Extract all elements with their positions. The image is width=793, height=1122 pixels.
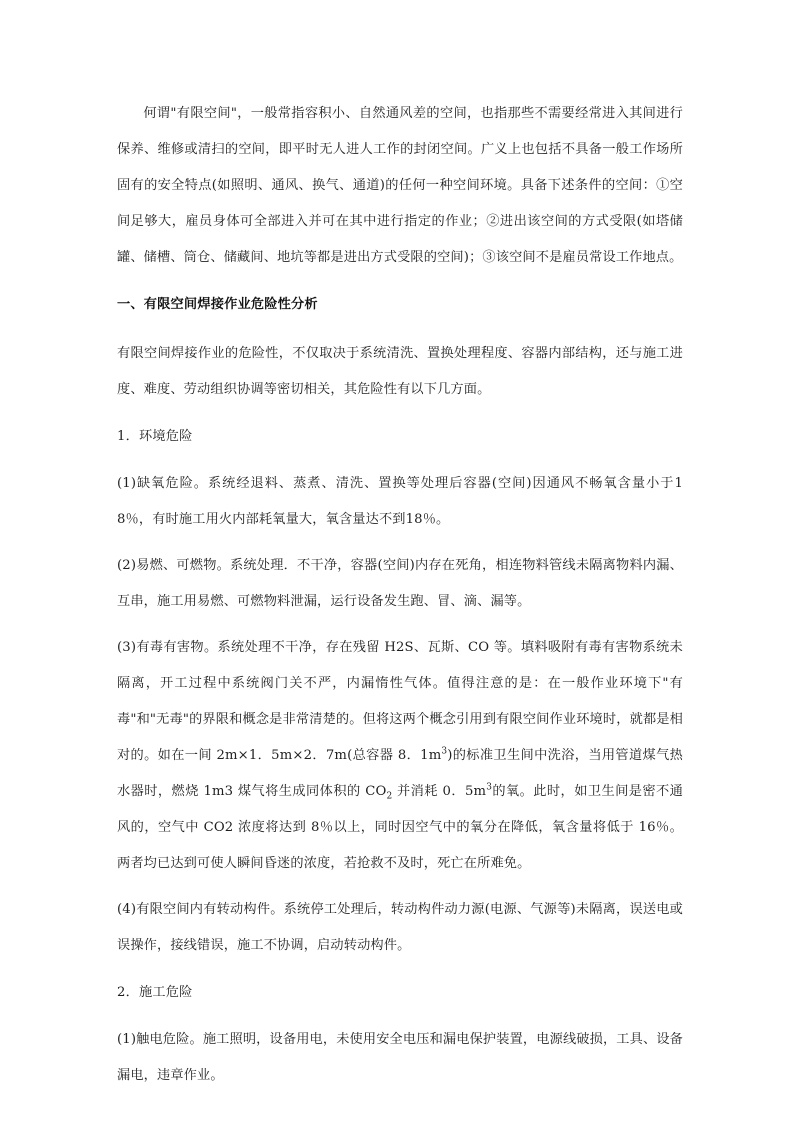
item-1-4-paragraph: (4)有限空间内有转动构件。系统停工处理后，转动构件动力源(电源、气源等)未隔离，误送电或误操作，接线错误，施工不协调，启动转动构件。 [117, 902, 683, 953]
item-2-1-paragraph: (1)触电危险。施工照明，设备用电，未使用安全电压和漏电保护装置，电源线破损，工具、设备漏电，违章作业。 [117, 1032, 683, 1083]
item-1-3-text-b: )的标准卫生间中洗浴，当用管道煤气热水器时，燃烧 1m3 煤气将生成同体积的 CO [117, 748, 683, 799]
intro-paragraph: 何谓"有限空间"，一般常指容积小、自然通风差的空间，也指那些不需要经常进入其间进行保养、维修或清扫的空间，即平时无人进人工作的封闭空间。广义上也包括不具备一般工作场所固有的安全特点(如照明、通风、换气、通道)的任何一种空间环境。具备下述条件的空间：①空间足够大，雇员身体可全部进入并可在其中进行指定的作业；②进出该空间的方式受限(如塔储罐、储槽、筒仓、储藏间、地坑等都是进出方式受限的空间)；③该空间不是雇员常设工作地点。 [117, 106, 683, 265]
co2-subscript: 2 [386, 791, 393, 802]
cubic-meter-superscript-2: 3 [486, 782, 493, 793]
section-intro-paragraph: 有限空间焊接作业的危险性，不仅取决于系统清洗、置换处理程度、容器内部结构，还与施工进度、难度、劳动组织协调等密切相关，其危险性有以下几方面。 [117, 346, 683, 397]
subsection-2-title: 2．施工危险 [117, 985, 193, 1000]
item-1-2-paragraph: (2)易燃、可燃物。系统处理．不干净，容器(空间)内存在死角，相连物料管线未隔离物料内漏、互串，施工用易燃、可燃物料泄漏，运行设备发生跑、冒、滴、漏等。 [117, 558, 683, 609]
section-heading: 一、有限空间焊接作业危险性分析 [117, 297, 318, 312]
item-1-3-paragraph [117, 630, 683, 882]
item-1-3-text-d: 的氧。此时，如卫生间是密不通风的，空气中 CO2 浓度将达到 8％以上，同时因空气中的氧分在降低，氧含量将低于 16％。两者均已达到可使人瞬间昏迷的浓度，若抢救不及时，死亡在所难免。 [117, 784, 683, 871]
subsection-1-title: 1．环境危险 [117, 429, 193, 444]
cubic-meter-superscript-1: 3 [441, 746, 448, 757]
item-1-1-paragraph: (1)缺氧危险。系统经退料、蒸煮、清洗、置换等处理后容器(空间)因通风不畅氧含量小于18％，有时施工用火内部耗氧量大，氧含量达不到18％。 [117, 476, 683, 527]
item-1-3-text-c: 并消耗 0．5m [392, 784, 487, 799]
document-content-column [117, 96, 683, 1104]
item-1-3-text-a: (3)有毒有害物。系统处理不干净，存在残留 H2S、瓦斯、CO 等。填料吸附有毒有害物系统未隔离，开工过程中系统阀门关不严，内漏惰性气体。值得注意的是：在一般作业环境下"有毒"和"无毒"的界限和概念是非常清楚的。但将这两个概念引用到有限空间作业环境时，就都是相对的。如在一间 2m×1．5m×2．7m(总容器 8．1m [117, 640, 683, 763]
